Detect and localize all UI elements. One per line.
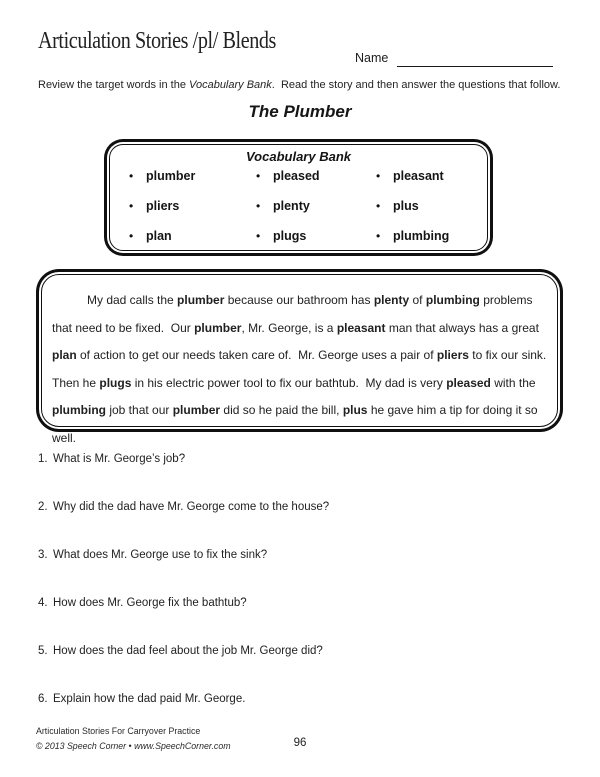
page-title: Articulation Stories /pl/ Blends: [38, 28, 276, 54]
vocab-word: pliers: [146, 199, 180, 213]
footer-series-title: Articulation Stories For Carryover Practice: [36, 726, 201, 736]
vocab-word: plenty: [273, 199, 310, 213]
name-blank-line: [397, 52, 553, 67]
story-box: [41, 274, 558, 445]
question-row: [38, 597, 578, 645]
vocab-item: [376, 169, 487, 199]
vocab-item: [376, 199, 487, 229]
vocabulary-bank-box: [109, 144, 488, 251]
bullet-icon: •: [129, 169, 134, 183]
bullet-icon: •: [376, 199, 381, 213]
vocab-item: [129, 229, 256, 259]
vocab-item: [129, 199, 256, 229]
question-text: How does the dad feel about the job Mr. George did?: [53, 645, 323, 657]
questions-list: [38, 453, 578, 741]
question-row: [38, 453, 578, 501]
question-row: [38, 549, 578, 597]
question-text: How does Mr. George fix the bathtub?: [53, 597, 247, 609]
vocab-item: [256, 199, 376, 229]
bullet-icon: •: [129, 229, 134, 243]
name-label: Name: [355, 51, 389, 65]
question-text: Explain how the dad paid Mr. George.: [53, 693, 246, 705]
question-number: 1.: [38, 453, 48, 465]
footer-copyright: © 2013 Speech Corner • www.SpeechCorner.com: [36, 740, 231, 751]
vocabulary-bank-title: Vocabulary Bank: [245, 149, 351, 164]
vocabulary-column-1: [129, 169, 256, 259]
question-text: Why did the dad have Mr. George come to the house?: [53, 501, 330, 513]
question-row: [38, 501, 578, 549]
bullet-icon: •: [376, 229, 381, 243]
question-text: What does Mr. George use to fix the sink?: [53, 549, 268, 561]
vocab-item: [256, 229, 376, 259]
page-number: 96: [293, 737, 307, 749]
question-number: 6.: [38, 693, 48, 705]
instruction-text: Review the target words in the Vocabulary Bank. Read the story and then answer the questions that follow.: [38, 79, 561, 91]
vocab-item: [129, 169, 256, 199]
vocab-item: [256, 169, 376, 199]
vocab-word: plus: [393, 199, 419, 213]
bullet-icon: •: [256, 229, 261, 243]
bullet-icon: •: [256, 199, 261, 213]
question-text: What is Mr. George’s job?: [53, 453, 186, 465]
vocab-word: plumber: [146, 169, 196, 183]
question-number: 3.: [38, 549, 48, 561]
bullet-icon: •: [376, 169, 381, 183]
question-number: 4.: [38, 597, 48, 609]
vocabulary-column-3: [376, 169, 487, 259]
vocab-word: plumbing: [393, 229, 450, 243]
name-field: [355, 49, 553, 67]
question-number: 5.: [38, 645, 48, 657]
vocab-word: plan: [146, 229, 172, 243]
vocab-word: pleased: [273, 169, 320, 183]
vocabulary-grid: [110, 169, 487, 259]
question-number: 2.: [38, 501, 48, 513]
story-title: The Plumber: [248, 102, 352, 121]
vocab-word: pleasant: [393, 169, 444, 183]
story-text: My dad calls the plumber because our bathroom has plenty of plumbing problems that need to be fixed. Our plumber, Mr. George, is a pleasant man that always has a great plan of action to get our needs taken care of. Mr. George uses a pair of pliers to fix our sink. Then he plugs in his electric power tool to fix our bathtub. My dad is very pleased with the plumbing job that our plumber did so he paid the bill, plus he gave him a tip for doing it so well.: [52, 293, 553, 445]
vocab-item: [376, 229, 487, 259]
question-row: [38, 645, 578, 693]
vocab-word: plugs: [273, 229, 307, 243]
vocabulary-column-2: [256, 169, 376, 259]
bullet-icon: •: [256, 169, 261, 183]
bullet-icon: •: [129, 199, 134, 213]
